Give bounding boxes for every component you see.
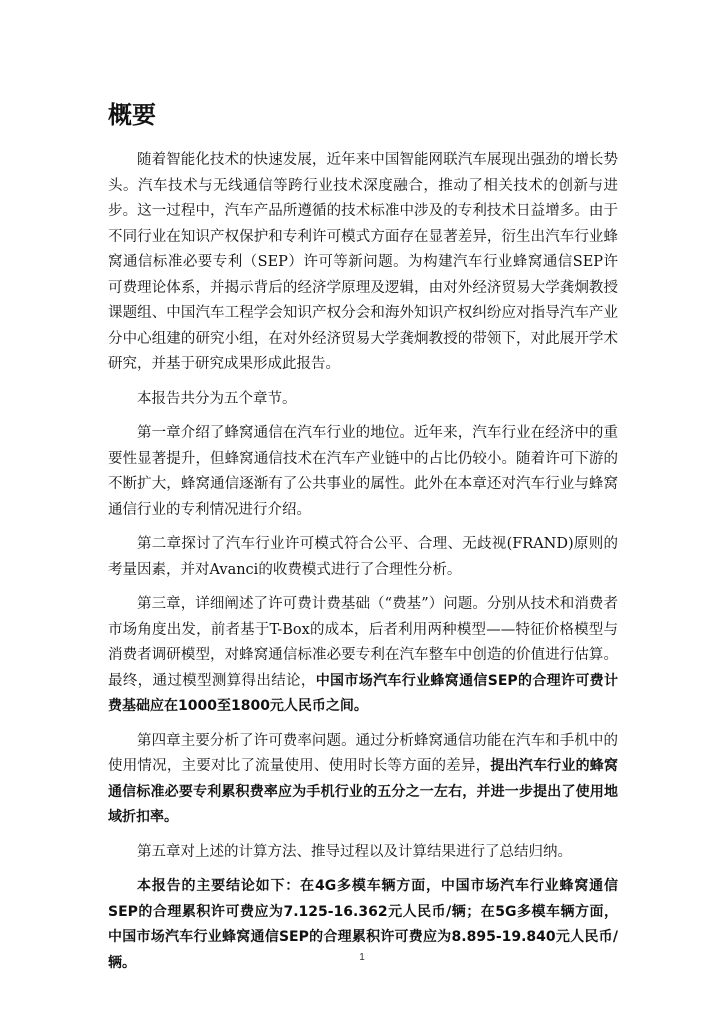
main-conclusion-text: 本报告的主要结论如下：在4G多模车辆方面，中国市场汽车行业蜂窝通信SEP的合理累积许可费应为7.125-16.362元人民币/辆；在5G多模车辆方面，中国市场汽车行业蜂窝通信SEP的合理累积许可费应为8.895-19.840元人民币/辆。 — [108, 878, 618, 971]
paragraph-chapter-4 — [108, 729, 618, 831]
summary-body — [108, 148, 618, 985]
chapter-4-conclusion: 提出汽车行业的蜂窝通信标准必要专利累积费率应为手机行业的五分之一左右，并进一步提出了使用地域折扣率。 — [108, 758, 619, 825]
paragraph-intro: 随着智能化技术的快速发展，近年来中国智能网联汽车展现出强劲的增长势头。汽车技术与无线通信等跨行业技术深度融合，推动了相关技术的创新与进步。这一过程中，汽车产品所遵循的技术标准中涉及的专利技术日益增多。由于不同行业在知识产权保护和专利许可模式方面存在显著差异，衍生出汽车行业蜂窝通信标准必要专利（SEP）许可等新问题。为构建汽车行业蜂窝通信SEP许可费理论体系，并揭示背后的经济学原理及逻辑，由对外经济贸易大学龚炯教授课题组、中国汽车工程学会知识产权分会和海外知识产权纠纷应对指导汽车产业分中心组建的研究小组，在对外经济贸易大学龚炯教授的带领下，对此展开学术研究，并基于研究成果形成此报告。 — [108, 152, 618, 372]
chapter-3-conclusion: 中国市场汽车行业蜂窝通信SEP的合理许可费计费基础应在1000至1800元人民币之间。 — [108, 672, 619, 714]
paragraph-chapter-3 — [108, 592, 618, 720]
page-number: 1 — [359, 952, 365, 963]
paragraph-chapter-5: 第五章对上述的计算方法、推导过程以及计算结果进行了总结归纳。 — [137, 843, 572, 860]
chapter-3-text: 第三章，详细阐述了许可费计费基础（“费基”）问题。分别从技术和消费者市场角度出发，前者基于T-Box的成本，后者利用两种模型——特征价格模型与消费者调研模型，对蜂窝通信标准必要专利在汽车整车中创造的价值进行估算。最终，通过模型测算得出结论， — [108, 596, 618, 689]
chapter-4-text: 第四章主要分析了许可费率问题。通过分析蜂窝通信功能在汽车和手机中的使用情况，主要对比了流量使用、使用时长等方面的差异， — [108, 732, 618, 774]
paragraph-chapter-2: 第二章探讨了汽车行业许可模式符合公平、合理、无歧视(FRAND)原则的考量因素，并对Avanci的收费模式进行了合理性分析。 — [108, 536, 618, 578]
paragraph-chapter-1: 第一章介绍了蜂窝通信在汽车行业的地位。近年来，汽车行业在经济中的重要性显著提升，但蜂窝通信技术在汽车产业链中的占比仍较小。随着许可下游的不断扩大，蜂窝通信逐渐有了公共事业的属性。此外在本章还对汽车行业与蜂窝通信行业的专利情况进行介绍。 — [108, 425, 618, 518]
section-heading: 概要 — [108, 101, 156, 129]
paragraph-structure: 本报告共分为五个章节。 — [137, 390, 297, 407]
